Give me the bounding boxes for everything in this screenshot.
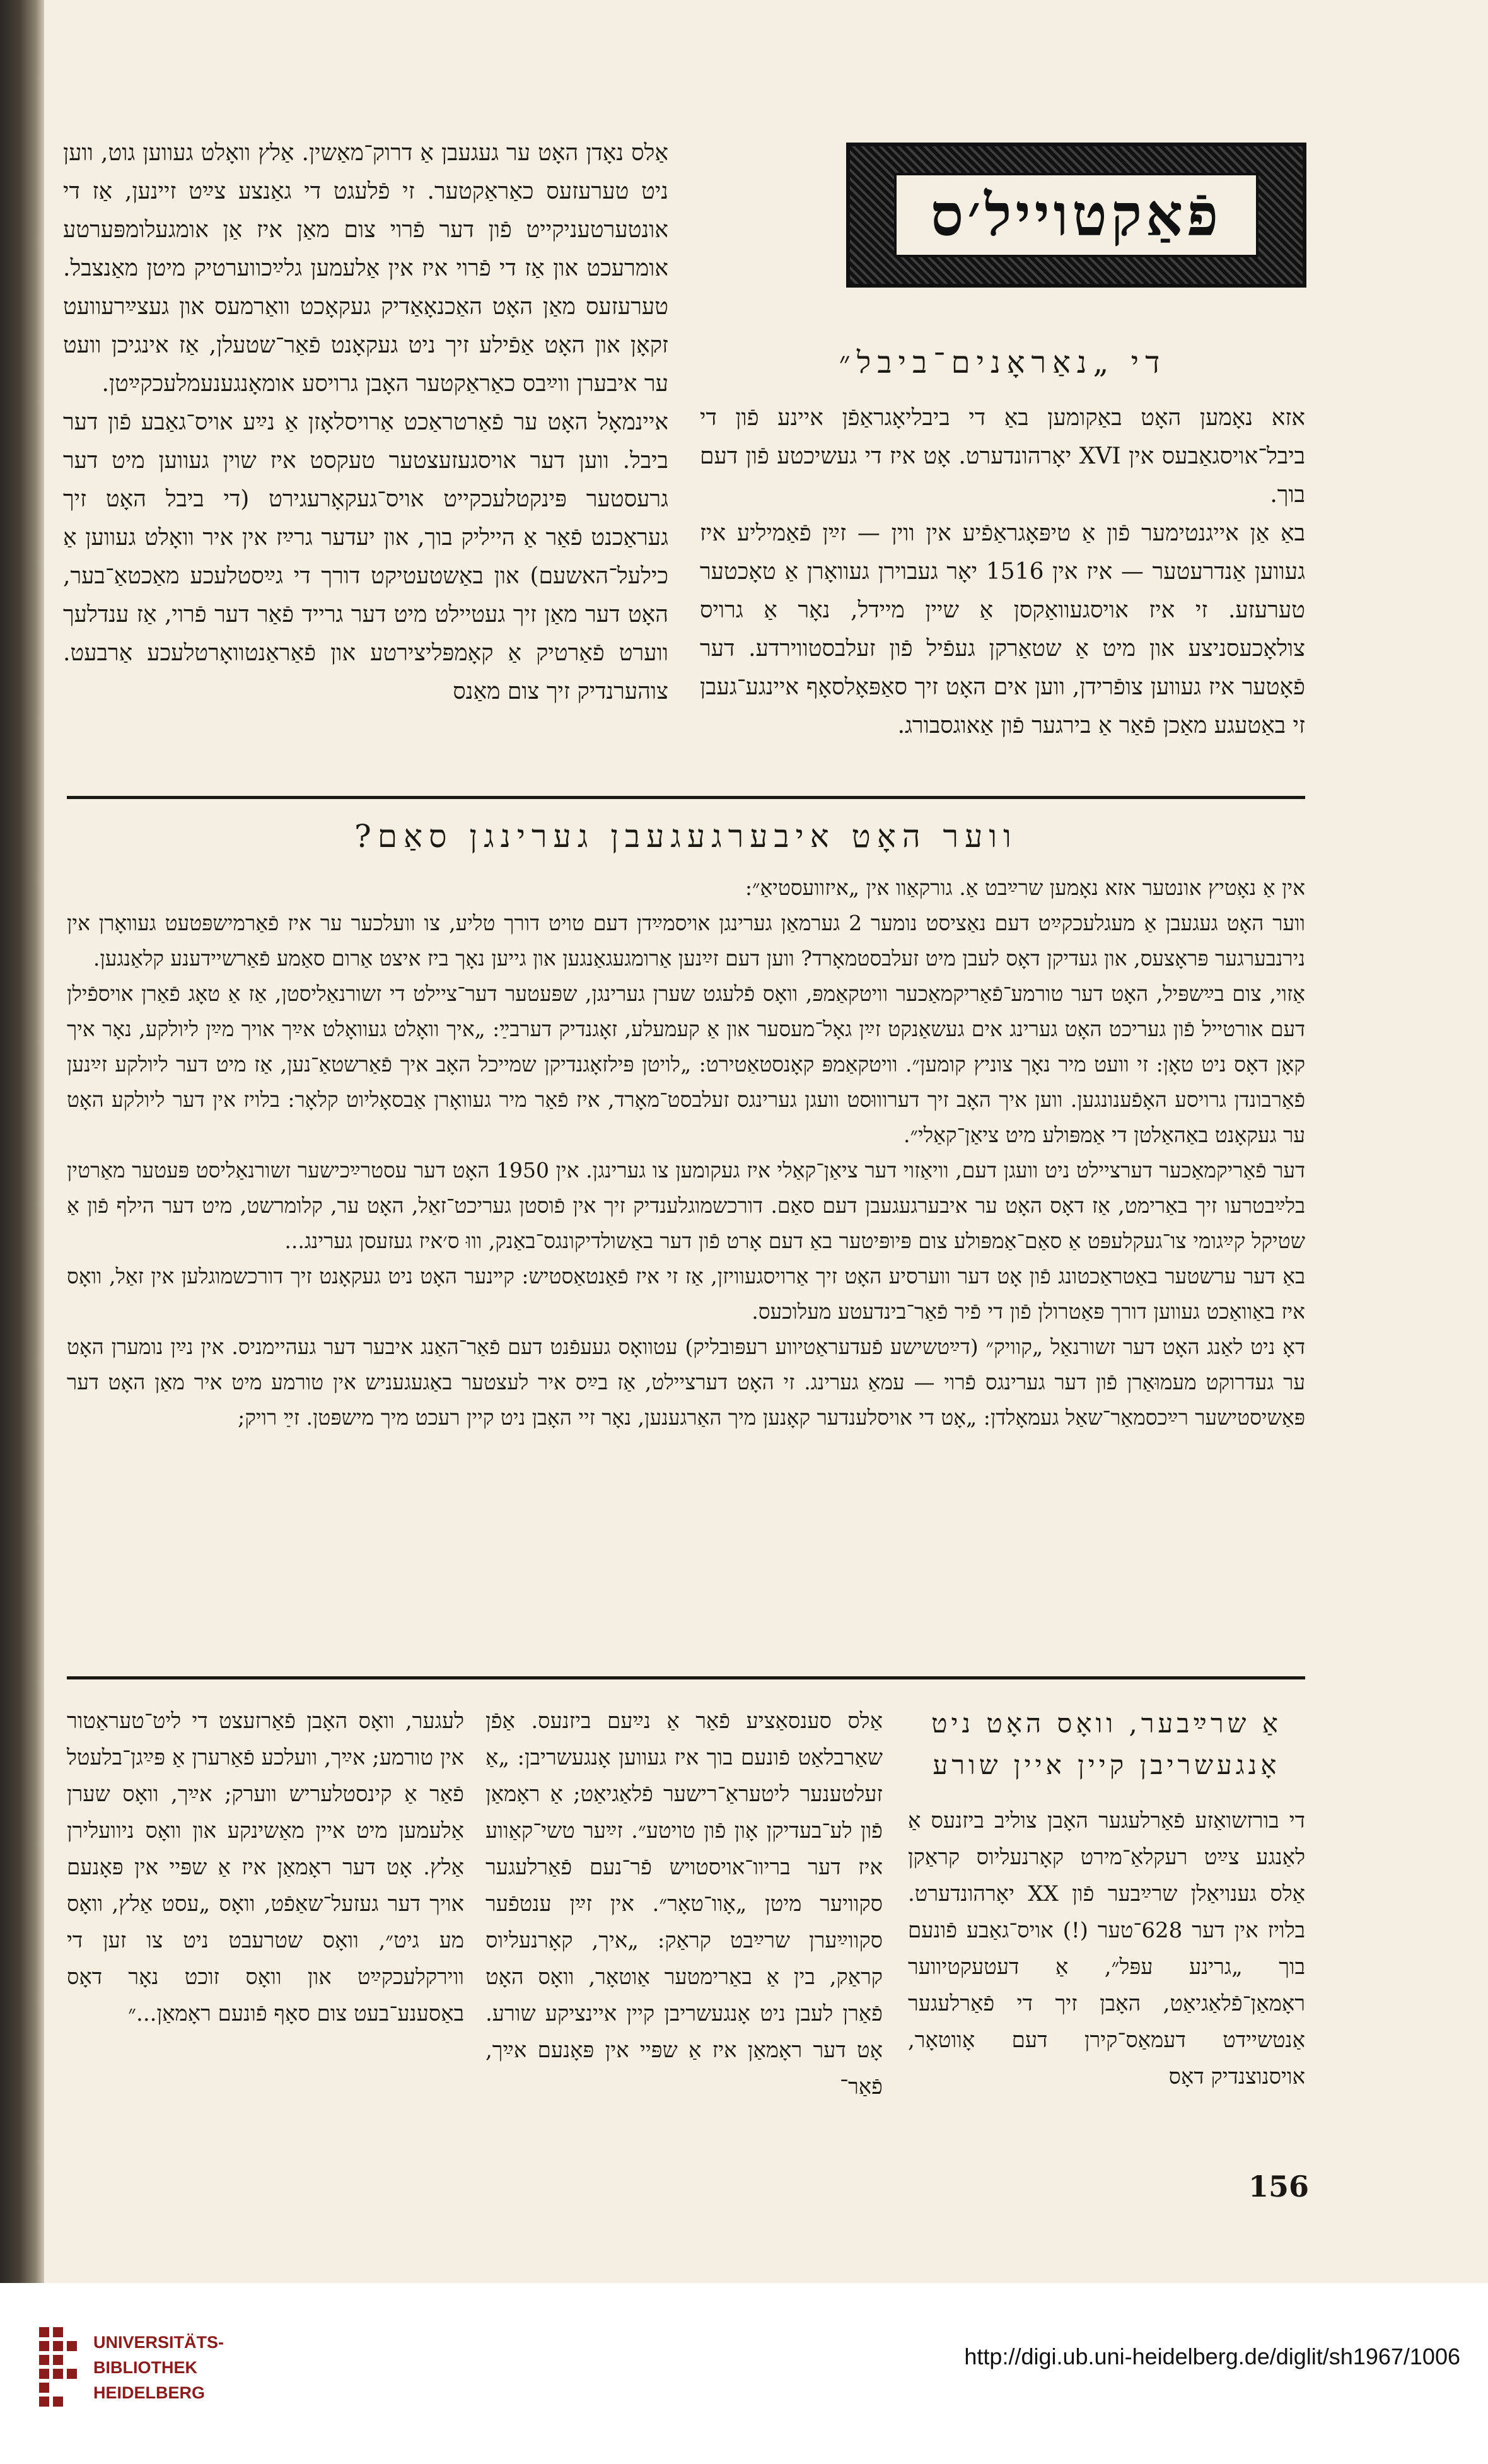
article2-body xyxy=(67,819,1305,1435)
article2-paragraph: באַ דער ערשטער באַטראַכטונג פֿון אָט דער ווערסיע האָט זיך אַרויסגעוויזן, אַז זי איז פֿאַנטאַסטיש: קײנער האָט ניט געקאָנט זיך דורכשמוגלען אין זאַל, וואָס איז באַוואַכט געווען דורך פּאַטרולן פֿון די פֿיר פֿאַר־בינדעטע מעלוכעס. xyxy=(67,1264,1305,1324)
section-divider xyxy=(67,796,1305,799)
article3-paragraph: לעגער, וואָס האָבן פֿאַרזעצט די ליט־טעראַטור אין טורמע; אײַך, וועלכע פֿאַרערן אַ פּײַגן־בלעטל פֿאַר אַ קינסטלעריש ווערק; אײַך, וואָס שערן אַלעמען מיט איין מאַשינקע און וואָס ניוועלירן אַלץ. אָט דער ראָמאַן איז אַ שפּיי אין פּאָנעם אויך דער געזעל־שאַפֿט, וואָס „עסט אַלץ, וואָס מע גיט״, וואָס שטרעבט ניט צו זען די ווירקלעכקײַט און וואָס זוכט נאָר דאָס באַסענע־בעט צום סאָף פֿונעם ראָמאַן...״ xyxy=(67,1708,464,2026)
institution-line: HEIDELBERG xyxy=(93,2383,206,2402)
banner-title: פֿאַקטוייל׳ס xyxy=(894,173,1258,257)
university-library-logo-icon xyxy=(39,2327,86,2410)
scan-book-spine xyxy=(0,0,44,2464)
institution-line: BIBLIOTHEK xyxy=(93,2358,197,2377)
article1-paragraph: אַלס נאָדן האָט ער געגעבן אַ דרוק־מאַשין. אַלץ וואָלט געווען גוט, ווען ניט טערעזעס כאַראַקטער. זי פֿלעגט די גאַנצע צײַט זיינען, אַז די אונטערטעניקייט פֿון דער פֿרוי צום מאַן איז אַן אומגעלומפּערטע אומרעכט און אַז די פֿרוי איז אין אַלעמען גלײַכווערטיק מיטן מאַנצבל. טערעזעס מאַן האָט האַכנאָאַדיק געקאָכט וואַרמעס און געצײַרעוועט זקאָן און האָט אַפֿילע זיך ניט געקאָנט פֿאַר־שטעלן, אַז אינגיכן וועט ער איבערן ווײַבס כאַראַקטער האָבן גרויסע אומאָנגענעמלעכקײַטן. xyxy=(63,140,668,397)
section-banner xyxy=(846,143,1306,288)
article1-left-column xyxy=(63,134,668,711)
document-page xyxy=(44,0,1488,2464)
article2-paragraph: אַזוי, צום בײַשפּיל, האָט דער טורמע־פֿאַריקמאַכער וויטקאַמפּ, וואָס פֿלעגט שערן גערינגן, שפּעטער דער־ציילט די זשורנאַליסטן, אַז אַ טאָג פֿאַרן אויספֿילן דעם אורטייל פֿון געריכט האָט גערינג אים געשאַנקט זײַן גאָל־מעסער און אַ קעמעלע, זאָגנדיק דערבײַ: „איך וואָלט געוואָלט אײַך אויך מײַן ליולקע, נאָר איך קאָן דאָס ניט טאָן: זי וועט מיר נאָך צוניץ קומען״. וויטקאַמפּ קאָנסטאַטירט: „לויטן פּילזאָגנדיקן שמייכל האָב איך פֿאַרשטאַ־נען, אַז מיט דער ליולקע זײַנען פֿאַרבונדן גרויסע האָפֿענונגען. ווען איך האָב זיך דערוווּסט וועגן גערינגס זעלבסט־מאָרד, איז פֿאַר מיר געוואָרן אַבסאָליוט קלאָר: בלויז אין דער ליולקע האָט ער געקאָנט באַהאַלטן די אַמפּולע מיט ציאַן־קאַלי״. xyxy=(67,981,1305,1147)
article3-column-3 xyxy=(67,1703,464,2032)
article2-paragraph: אין אַ נאָטיץ אונטער אזא נאָמען שרײַבט אַ. גורקאַוו אין „איזוועסטיאַ״: xyxy=(745,875,1305,900)
institution-name xyxy=(93,2330,224,2405)
source-url-link[interactable]: http://digi.ub.uni-heidelberg.de/diglit/sh1967/1006 xyxy=(964,2344,1460,2369)
article2-paragraph: דער פֿאַריקמאַכער דערציילט ניט וועגן דעם, וויאַזוי דער ציאַן־קאַלי איז געקומען צו גערינגן. אין 1950 האָט דער עסטרײַכישער זשורנאַליסט פּעטער מאַרטין בלײַבטרעו זיך באַרימט, אַז דאָס האָט ער איבערגעגעבן דעם סאַם. דורכשמוגלענדיק זיך אין פֿוסטן געריכט־זאַל, האָט ער, קלומרשט, מיט דער הילף פֿון אַ שטיקל קײַגומי צו־געקלעפּט אַ סאַם־אַמפּולע צום פּיופּיטער באַ דעם אָרט פֿון דער באַשולדיקונגס־באַנק, וווּ ס׳איז געזעסן גערינג... xyxy=(67,1158,1305,1253)
article3-column-2 xyxy=(485,1703,883,2105)
viewer-footer xyxy=(0,2283,1488,2464)
article1-paragraph: איינמאָל האָט ער פֿאַרטראַכט אַרויסלאָזן אַ נײַע אויס־גאַבע פֿון דער ביבל. ווען דער אויסגעזעצטער טעקסט איז שוין געווען מיט דער גרעסטער פּינקטלעכקייט אויס־געקאָרעגירט (די ביבל האָט זיך געראַכנט פֿאַר אַ הייליק בוך, און יעדער גרײַז אין איר וואָלט געווען אַ כילעל־האשעם) און באַשטעטיקט דורך די גײַסטלעכע מאַכטאַ־בער, האָט דער מאַן זיך געטיילט מיט דער גרייד פֿאַר דער פֿרוי, אַז ענדלעך ווערט פֿאַרטיק אַ קאָמפּליצירטע און פֿאַראַנטוואָרטלעכע אַרבעט. צוהערנדיק זיך צום מאַנס xyxy=(63,409,668,704)
article2-title: ווער האָט איבערגעגעבן גערינגן סאַם? xyxy=(354,818,1018,855)
article1-paragraph: באַ אַן אייגנטימער פֿון אַ טיפּאָגראַפֿיע אין ווין — זײַן פֿאַמיליע איז געווען אַנדרעטער — איז אין 1516 יאָר געבוירן געוואָרן אַ טאָכטער טערעזע. זי איז אויסגעוואַקסן אַ שיין מיידל, נאָר אַ גרויס צולאָכעסניצע און מיט אַ שטאַרקן געפֿיל פֿון זעלבסטווירדע. דער פֿאָטער איז געווען צופֿרידן, ווען אים האָט זיך סאַפּאָלסאָף איינגע־געבן זי באַטעגע מאַכן פֿאַר אַ בירגער פֿון אַאוגסבורג. xyxy=(700,520,1306,739)
article3-paragraph: אַלס סענסאַציע פֿאַר אַ נײַעם ביזנעס. אַפֿן שאַרבלאַט פֿונעם בוך איז געווען אָנגעשריבן: „אַ זעלטענער ליטעראַ־רישער פֿלאַגיאַט; אַ ראָמאַן פֿון לע־בעדיקן אָון פֿון טויטע״. זײַער טשי־קאַווע איז דער בריוו־אויסטויש פֿר־נעם פֿאַרלעגער סקוויער מיטן „אָוו־טאָר״. אין זײַן ענטפֿער סקווײַערן שרײַבט קראַק: „איך, קאָרנעליוס קראַק, בין אַ באַרימטער אַוטאָר, וואָס האָט פֿאַרן לעבן ניט אָנגעשריבן קיין איינציקע שורע. אָט דער ראָמאַן איז אַ שפּיי אין פּאָנעם אײַך, פֿאַר־ xyxy=(485,1708,883,2099)
article2-paragraph: דאָ ניט לאַנג האָט דער זשורנאַל „קוויק״ (דײַטשישע פֿעדעראַטיווע רעפּובליק) עטוואָס געעפֿנט דעם פֿאַר־האַנג איבער דער געהיימניס. אין נײַן נומערן האָט ער געדרוקט מעמוּאַרן פֿון דער גערינגס פֿרוי — עמאַ גערינג. זי האָט דערציילט, אַז בײַס איר לעצטער באַגעגעניש אין טורמע מיט איר מאַן האָט דער פּאַשיסטישער רײַכסמאַר־שאַל געמאָלדן: „אָט די אויסלענדער קאָנען מיך האַרגענען, נאָר זיי האָבן ניט קיין רעכט מיך מישפּטן. זײַ רויק; xyxy=(67,1334,1305,1430)
article3-paragraph: די בורזשואַזע פֿאַרלעגער האָבן צוליב ביזנעס אַ לאַנגע צײַט רעקלאַ־מירט קאָרנעליוס קראַקן אַלס גענויאַלן שרײַבער פֿון XX יאָרהונדערט. בלויז אין דער 628־טער (!) אויס־גאַבע פֿונעם בוך „גרינע עפּל״, אַ דעטעקטיווער ראָמאַן־פֿלאַגיאַט, האָבן זיך די פֿאַרלעגער אַנטשיידט דעמאַס־קירן דעם אָווטאָר, אויסנוצנדיק דאָס xyxy=(908,1808,1305,2089)
article3-title: אַ שרײַבער, וואָס האָט ניט אָנגעשריבן קיין איין שורע xyxy=(931,1708,1282,1780)
article1-right-column xyxy=(700,344,1305,745)
article1-paragraph: אזא נאָמען האָט באַקומען באַ די ביבליאָגראַפֿן איינע פֿון די ביבל־אויסגאַבעס אין XVI יאָרהונדערט. אָט איז די געשיכטע פֿון דעם בוך. xyxy=(700,405,1305,508)
page-number: 156 xyxy=(1248,2169,1310,2204)
article1-title: די „נאַראָנים־ביבל״ xyxy=(839,345,1166,380)
section-divider xyxy=(67,1676,1305,1679)
article3-column-1 xyxy=(908,1703,1305,2095)
institution-line: UNIVERSITÄTS- xyxy=(93,2333,224,2352)
article2-paragraph: ווער האָט געגעבן אַ מעגלעכקײַט דעם נאַציסט נומער 2 גערמאַן גערינגן אויסמײַדן דעם טויט דורך טליע, צו וועלכער ער איז פֿאַרמישפּטעט געוואָרן אין נירנבערגער פּראָצעס, און געדיקן דאָס לעבן מיט זעלבסטמאָרד? ווען דעם זײַנען אַרומגעגאַנגען און גייען נאָך ביז איצט אַרום סאַמע פֿאַרשיידענע קלאַנגען. xyxy=(67,911,1306,971)
